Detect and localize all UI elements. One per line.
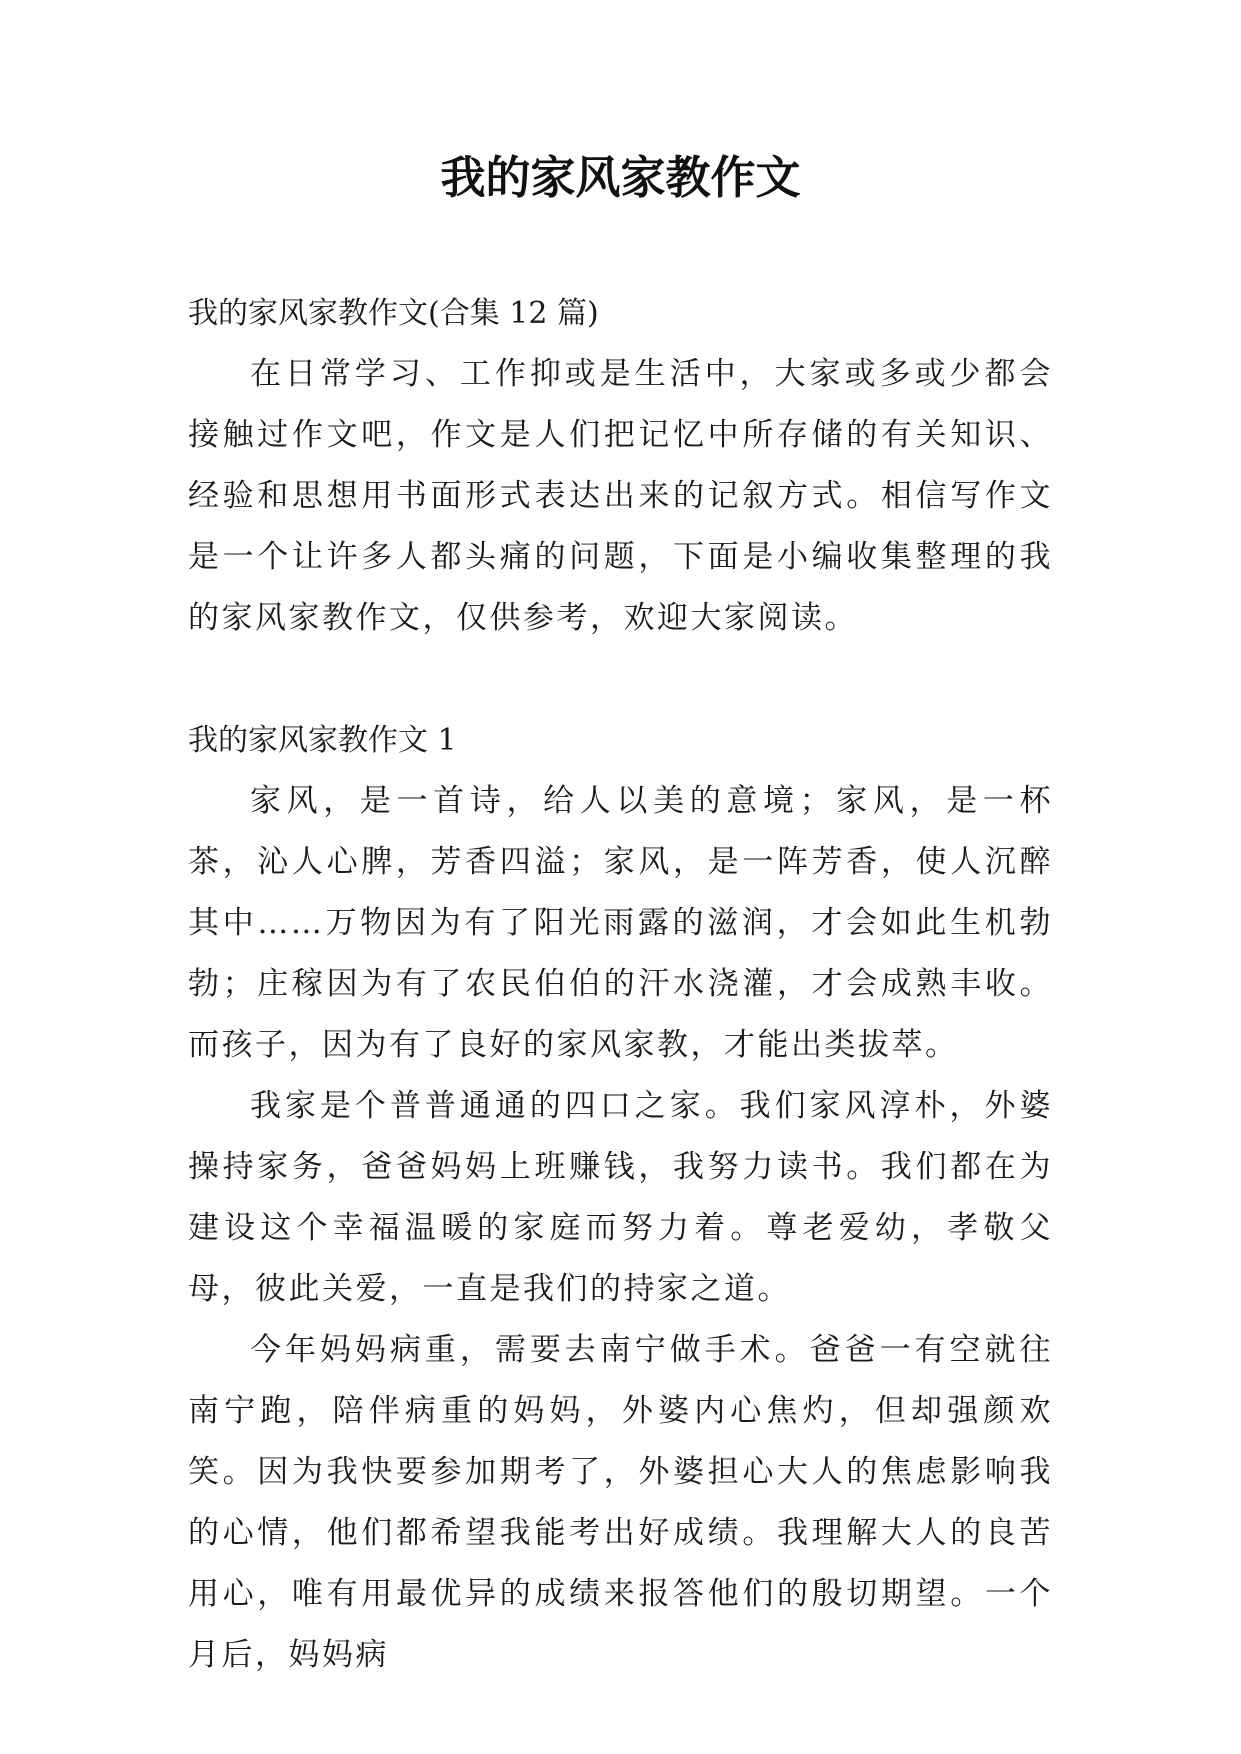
essay-paragraph: 我家是个普普通通的四口之家。我们家风淳朴，外婆操持家务，爸爸妈妈上班赚钱，我努力读书。我们都在为建设这个幸福温暖的家庭而努力着。尊老爱幼，孝敬父母，彼此关爱，一直是我们的持家之道。 <box>188 1088 1053 1307</box>
essay-paragraph: 今年妈妈病重，需要去南宁做手术。爸爸一有空就往南宁跑，陪伴病重的妈妈，外婆内心焦灼，但却强颜欢笑。因为我快要参加期考了，外婆担心大人的焦虑影响我的心情，他们都希望我能考出好成绩。我理解大人的良苦用心，唯有用最优异的成绩来报答他们的殷切期望。一个月后，妈妈病 <box>188 1332 1053 1673</box>
essay-paragraph: 家风，是一首诗，给人以美的意境；家风，是一杯茶，沁人心脾，芳香四溢；家风，是一阵芳香，使人沉醉其中……万物因为有了阳光雨露的滋润，才会如此生机勃勃；庄稼因为有了农民伯伯的汗水浇灌，才会成熟丰收。而孩子，因为有了良好的家风家教，才能出类拔萃。 <box>188 783 1053 1063</box>
document-title: 我的家风家教作文 <box>440 151 801 204</box>
essay-heading: 我的家风家教作文 1 <box>188 723 457 758</box>
document-body <box>188 283 1053 1686</box>
intro-paragraph: 在日常学习、工作抑或是生活中，大家或多或少都会接触过作文吧，作文是人们把记忆中所存储的有关知识、经验和思想用书面形式表达出来的记叙方式。相信写作文是一个让许多人都头痛的问题，下面是小编收集整理的我的家风家教作文，仅供参考，欢迎大家阅读。 <box>188 356 1053 636</box>
collection-subtitle: 我的家风家教作文(合集 12 篇) <box>188 296 599 331</box>
section-spacer <box>188 649 1053 710</box>
